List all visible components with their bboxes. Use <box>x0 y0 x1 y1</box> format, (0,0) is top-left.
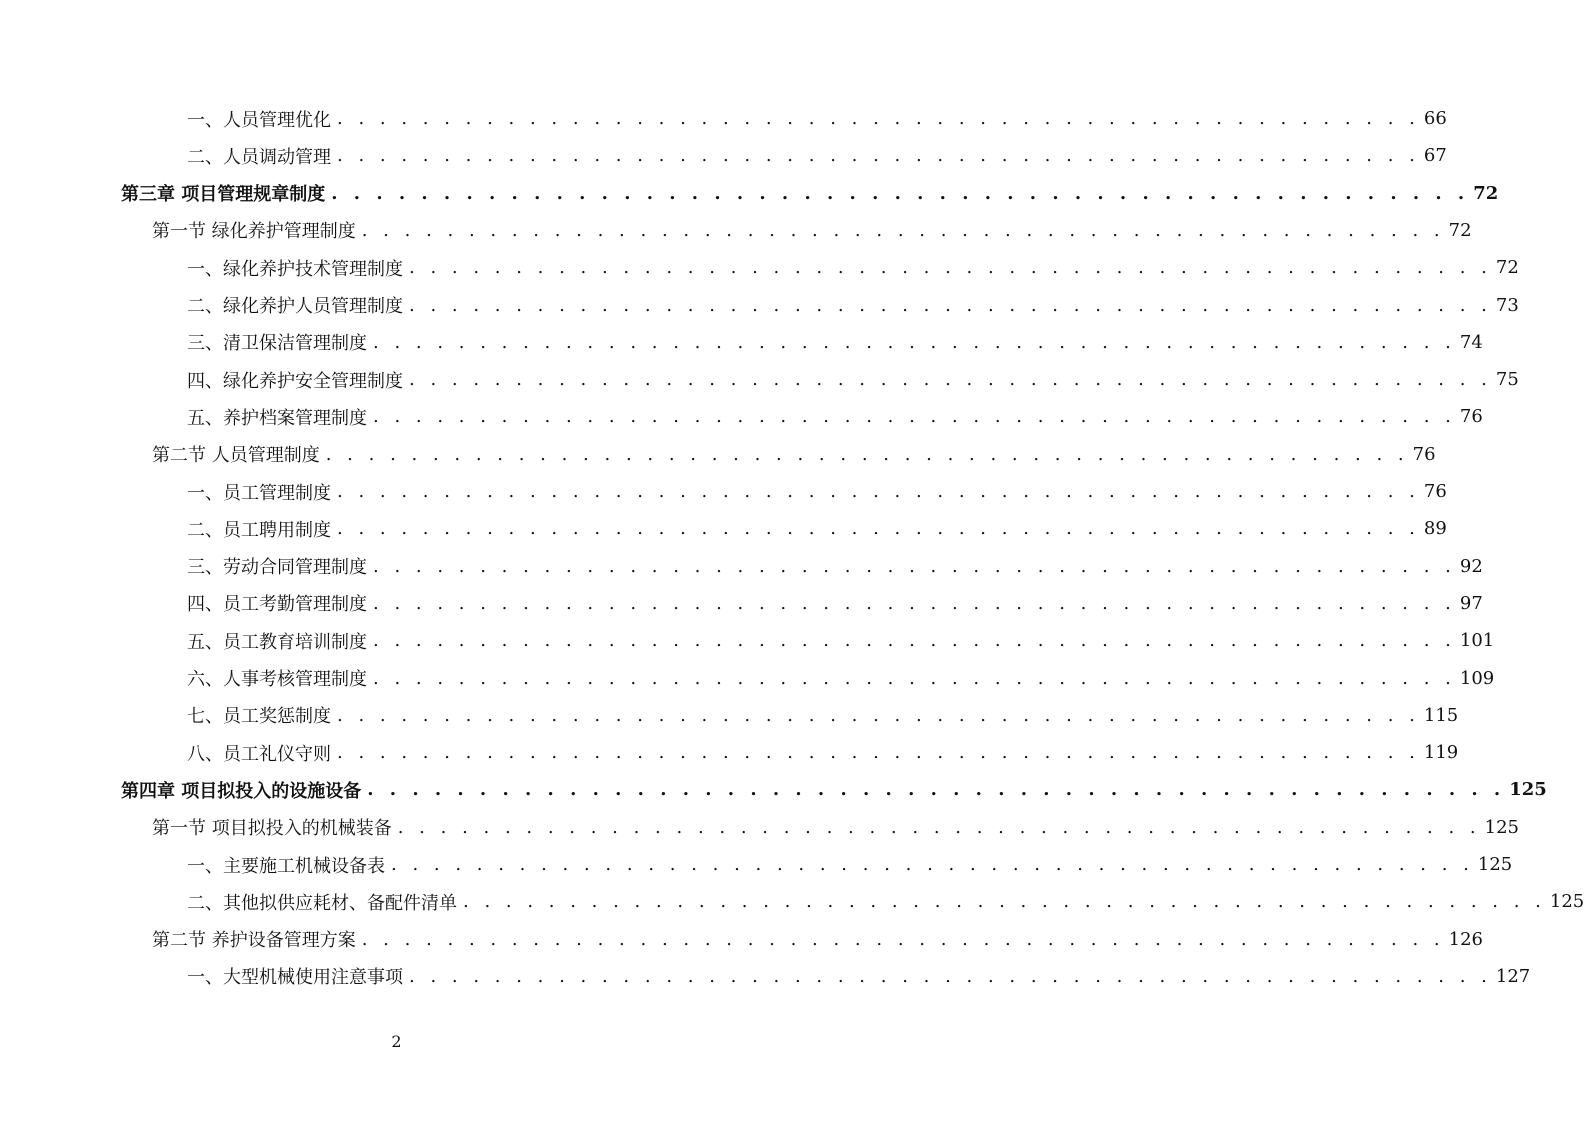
dot-leader: . . . . . . . . . . . . . . . . . . . . . . . . . . . . . . . . . . . . . . . . . . . . . . . . . . . <box>463 891 1546 913</box>
toc-entry[interactable] <box>187 846 1513 883</box>
toc-entry-page: 67 <box>1423 145 1447 167</box>
toc-entry[interactable] <box>152 921 1483 958</box>
toc-entry-title: 第一节 项目拟投入的机械装备 <box>152 818 392 840</box>
dot-leader: . . . . . . . . . . . . . . . . . . . . . . . . . . . . . . . . . . . . . . . . . . . . . . . . . . . <box>409 257 1492 279</box>
dot-leader: . . . . . . . . . . . . . . . . . . . . . . . . . . . . . . . . . . . . . . . . . . . . . . . . . . . <box>397 816 1481 838</box>
toc-entry-page: 66 <box>1423 108 1447 129</box>
toc-entry-title: 一、人员管理优化 <box>187 109 331 131</box>
toc-entry[interactable] <box>152 212 1472 249</box>
toc-entry-page: 126 <box>1448 928 1483 950</box>
toc-entry-page: 127 <box>1495 965 1531 987</box>
toc-entry-page: 72 <box>1495 257 1519 279</box>
dot-leader: . . . . . . . . . . . . . . . . . . . . . . . . . . . . . . . . . . . . . . . . . . . . . . . . . . . <box>391 854 1474 875</box>
toc-entry-page: 76 <box>1459 406 1483 428</box>
toc-entry-title: 第二节 人员管理制度 <box>152 445 320 467</box>
toc-entry-page: 76 <box>1412 443 1436 465</box>
dot-leader: . . . . . . . . . . . . . . . . . . . . . . . . . . . . . . . . . . . . . . . . . . . . . . . . . . . <box>373 667 1456 689</box>
toc-entry[interactable] <box>187 510 1447 547</box>
toc-entry[interactable] <box>187 622 1495 659</box>
toc-entry-page: 101 <box>1459 630 1495 652</box>
toc-entry-title: 八、员工礼仪守则 <box>187 743 331 765</box>
toc-entry-title: 三、清卫保洁管理制度 <box>187 333 367 355</box>
toc-entry[interactable] <box>187 287 1519 324</box>
toc-entry-page: 89 <box>1423 518 1447 540</box>
dot-leader: . . . . . . . . . . . . . . . . . . . . . . . . . . . . . . . . . . . . . . . . . . . . . . . . . . . <box>373 592 1456 614</box>
toc-entry-title: 七、员工奖惩制度 <box>187 706 331 728</box>
dot-leader: . . . . . . . . . . . . . . . . . . . . . . . . . . . . . . . . . . . . . . . . . . . . . . . . . . . <box>361 928 1445 950</box>
toc-entry[interactable] <box>187 883 1584 920</box>
dot-leader: . . . . . . . . . . . . . . . . . . . . . . . . . . . . . . . . . . . . . . . . . . . . . . . . . . . <box>337 481 1420 502</box>
toc-entry-page: 109 <box>1459 667 1495 689</box>
toc-entry[interactable] <box>187 398 1483 435</box>
toc-entry[interactable] <box>121 771 1547 808</box>
dot-leader: . . . . . . . . . . . . . . . . . . . . . . . . . . . . . . . . . . . . . . . . . . . . . . . . . . . <box>409 965 1492 987</box>
toc-entry-title: 第一节 绿化养护管理制度 <box>152 221 356 243</box>
toc-entry-page: 125 <box>1549 891 1584 913</box>
toc-entry-page: 76 <box>1423 481 1447 502</box>
toc-entry[interactable] <box>187 548 1483 585</box>
toc-entry-title: 第二节 养护设备管理方案 <box>152 930 356 952</box>
toc-entry-page: 125 <box>1477 854 1513 875</box>
dot-leader: . . . . . . . . . . . . . . . . . . . . . . . . . . . . . . . . . . . . . . . . . . . . . . . . . . . <box>325 443 1409 465</box>
toc-entry[interactable] <box>187 585 1483 622</box>
dot-leader: . . . . . . . . . . . . . . . . . . . . . . . . . . . . . . . . . . . . . . . . . . . . . . . . . . . <box>331 182 1470 204</box>
dot-leader: . . . . . . . . . . . . . . . . . . . . . . . . . . . . . . . . . . . . . . . . . . . . . . . . . . . <box>373 406 1456 428</box>
dot-leader: . . . . . . . . . . . . . . . . . . . . . . . . . . . . . . . . . . . . . . . . . . . . . . . . . . . <box>337 518 1420 540</box>
toc-entry-title: 二、人员调动管理 <box>187 146 331 168</box>
toc-entry-page: 72 <box>1448 219 1472 241</box>
toc-entry[interactable] <box>187 361 1519 398</box>
toc-entry-title: 一、大型机械使用注意事项 <box>187 967 403 989</box>
toc-entry-title: 四、绿化养护安全管理制度 <box>187 370 403 392</box>
toc-entry[interactable] <box>152 436 1436 473</box>
toc-entry-title: 六、人事考核管理制度 <box>187 669 367 690</box>
toc-entry-page: 92 <box>1459 555 1483 577</box>
toc-entry-page: 74 <box>1459 331 1483 353</box>
toc-entry-title: 二、其他拟供应耗材、备配件清单 <box>187 892 457 914</box>
toc-entry-page: 97 <box>1459 592 1483 614</box>
toc-entry[interactable] <box>187 324 1483 361</box>
toc-entry[interactable] <box>187 100 1447 137</box>
toc-entry-title: 五、养护档案管理制度 <box>187 407 367 429</box>
dot-leader: . . . . . . . . . . . . . . . . . . . . . . . . . . . . . . . . . . . . . . . . . . . . . . . . . . . <box>337 704 1420 726</box>
toc-entry[interactable] <box>187 249 1519 286</box>
toc-entry-page: 125 <box>1484 816 1519 838</box>
toc-entry-title: 第三章 项目管理规章制度 <box>121 184 326 206</box>
dot-leader: . . . . . . . . . . . . . . . . . . . . . . . . . . . . . . . . . . . . . . . . . . . . . . . . . . . <box>361 219 1445 241</box>
toc-entry-title: 一、员工管理制度 <box>187 482 331 504</box>
toc-entry[interactable] <box>121 175 1499 212</box>
toc-entry-title: 三、劳动合同管理制度 <box>187 557 367 579</box>
toc-entry-title: 一、主要施工机械设备表 <box>187 855 385 877</box>
toc-entry-title: 五、员工教育培训制度 <box>187 631 367 653</box>
toc-entry[interactable] <box>187 660 1495 697</box>
toc-entry[interactable] <box>187 137 1447 174</box>
toc-entry-title: 二、绿化养护人员管理制度 <box>187 296 403 317</box>
toc-entry-title: 二、员工聘用制度 <box>187 519 331 541</box>
dot-leader: . . . . . . . . . . . . . . . . . . . . . . . . . . . . . . . . . . . . . . . . . . . . . . . . . . . <box>337 145 1420 167</box>
dot-leader: . . . . . . . . . . . . . . . . . . . . . . . . . . . . . . . . . . . . . . . . . . . . . . . . . . . <box>337 742 1420 764</box>
toc-entry-page: 115 <box>1423 704 1459 726</box>
toc-entry[interactable] <box>187 734 1459 771</box>
dot-leader: . . . . . . . . . . . . . . . . . . . . . . . . . . . . . . . . . . . . . . . . . . . . . . . . . . . <box>373 331 1456 353</box>
dot-leader: . . . . . . . . . . . . . . . . . . . . . . . . . . . . . . . . . . . . . . . . . . . . . . . . . . . <box>373 630 1456 652</box>
dot-leader: . . . . . . . . . . . . . . . . . . . . . . . . . . . . . . . . . . . . . . . . . . . . . . . . . . . <box>373 555 1456 577</box>
toc-entry-title: 一、绿化养护技术管理制度 <box>187 258 403 280</box>
toc-entry[interactable] <box>152 809 1519 846</box>
toc-entry[interactable] <box>187 697 1459 734</box>
toc-entry[interactable] <box>187 473 1447 510</box>
dot-leader: . . . . . . . . . . . . . . . . . . . . . . . . . . . . . . . . . . . . . . . . . . . . . . . . . . . <box>367 779 1506 801</box>
toc-entry-page: 73 <box>1495 294 1519 316</box>
dot-leader: . . . . . . . . . . . . . . . . . . . . . . . . . . . . . . . . . . . . . . . . . . . . . . . . . . . <box>337 108 1420 129</box>
toc-entry[interactable] <box>187 958 1531 995</box>
toc-entry-page: 75 <box>1495 369 1519 391</box>
toc-entry-page: 119 <box>1423 742 1459 764</box>
dot-leader: . . . . . . . . . . . . . . . . . . . . . . . . . . . . . . . . . . . . . . . . . . . . . . . . . . . <box>409 369 1492 391</box>
toc-entry-title: 第四章 项目拟投入的设施设备 <box>121 780 362 802</box>
page-number: 2 <box>391 1032 402 1051</box>
toc-entry-page: 125 <box>1509 779 1547 801</box>
toc-entry-page: 72 <box>1473 182 1499 204</box>
dot-leader: . . . . . . . . . . . . . . . . . . . . . . . . . . . . . . . . . . . . . . . . . . . . . . . . . . . <box>409 294 1492 316</box>
toc-entry-title: 四、员工考勤管理制度 <box>187 594 367 616</box>
